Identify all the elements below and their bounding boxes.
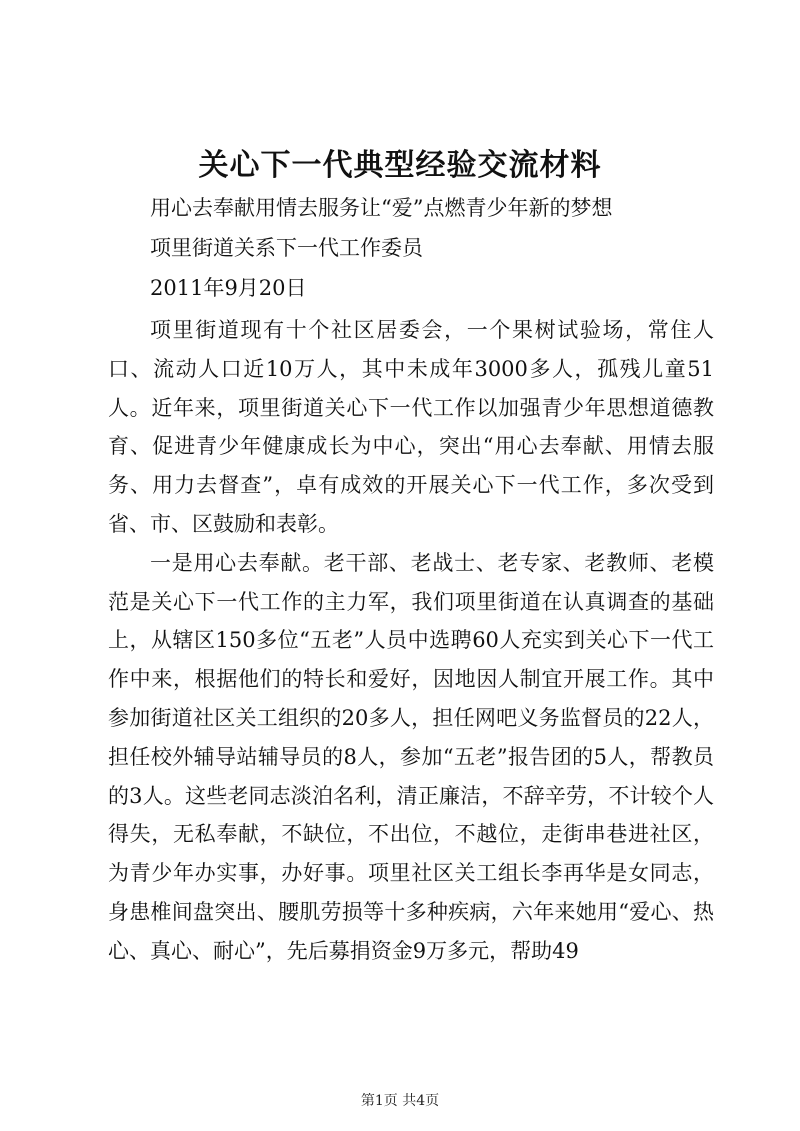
document-body [108,311,714,971]
document-title: 关心下一代典型经验交流材料 [198,148,602,183]
page-footer: 第1页 共4页 [360,1093,440,1109]
paragraph: 一是用心去奉献。老干部、老战士、老专家、老教师、老模范是关心下一代工作的主力军，我们项里街道在认真调查的基础上，从辖区150多位“五老”人员中选聘60人充实到关心下一代工作中来，根据他们的特长和爱好，因地因人制宜开展工作。其中参加街道社区关工组织的20多人，担任网吧义务监督员的22人，担任校外辅导站辅导员的8人，参加“五老”报告团的5人，帮教员的3人。这些老同志淡泊名利，清正廉洁，不辞辛劳，不计较个人得失，无私奉献，不缺位，不出位，不越位，走街串巷进社区，为青少年办实事，办好事。项里社区关工组长李再华是女同志，身患椎间盘突出、腰肌劳损等十多种疾病，六年来她用“爱心、热心、真心、耐心”，先后募捐资金9万多元，帮助49 [108,550,714,963]
document-date: 2011年9月20日 [150,276,307,300]
document-author: 项里街道关系下一代工作委员 [150,236,423,260]
paragraph: 项里街道现有十个社区居委会，一个果树试验场，常住人口、流动人口近10万人，其中未成年3000多人，孤残儿童51人。近年来，项里街道关心下一代工作以加强青少年思想道德教育、促进青少年健康成长为中心，突出“用心去奉献、用情去服务、用力去督查”，卓有成效的开展关心下一代工作，多次受到省、市、区鼓励和表彰。 [108,318,714,536]
document-subtitle: 用心去奉献用情去服务让“爱”点燃青少年新的梦想 [150,196,613,220]
